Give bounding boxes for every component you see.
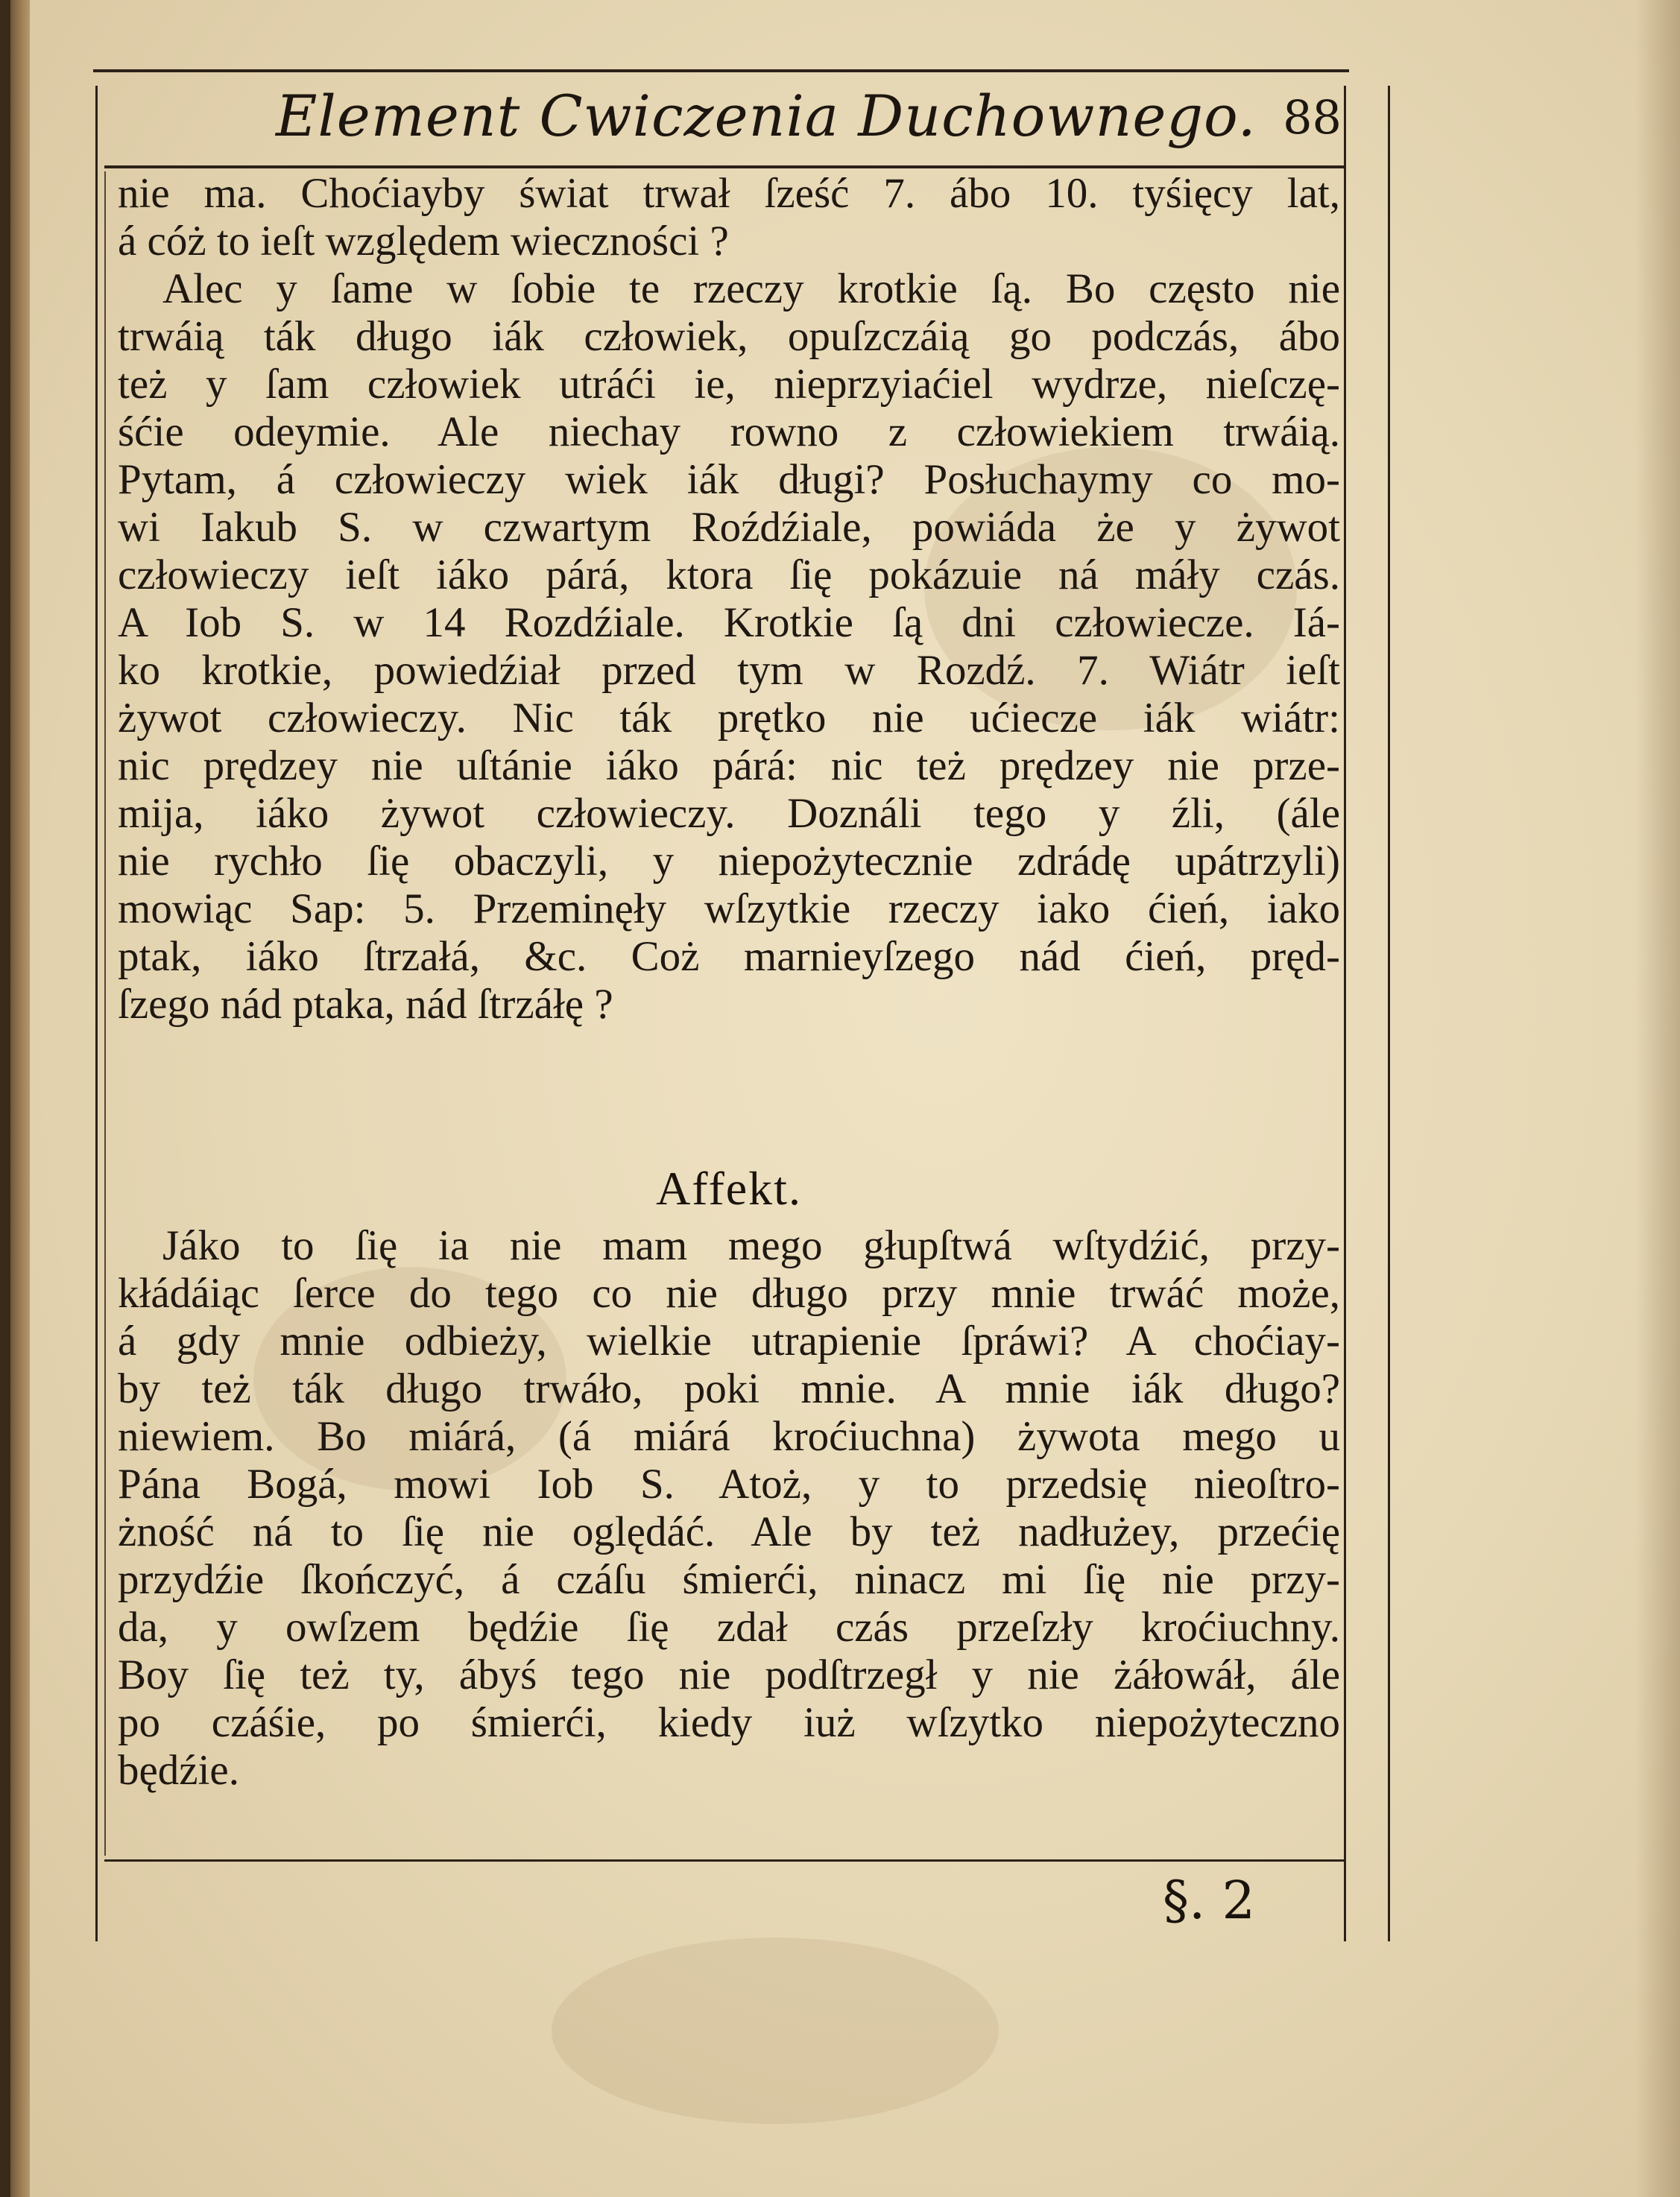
paper-stain <box>552 1938 999 2124</box>
text-line: Alec y ſame w ſobie te rzeczy krotkie ſą. Bo często nie <box>162 265 1340 312</box>
header-rule <box>104 165 1345 168</box>
text-line: by też ták długo trwáło, poki mnie. A mnie iák długo? <box>118 1365 1340 1412</box>
text-line: wi Iakub S. w czwartym Roźdźiale, powiáda że y żywot <box>118 504 1340 551</box>
text-line: nie ma. Choćiayby świat trwał ſześć 7. ábo 10. tyśięcy lat, <box>118 170 1340 217</box>
text-line: też y ſam człowiek utráći ie, nieprzyiaćiel wydrze, nieſczę- <box>118 361 1340 408</box>
running-header-title: Element Cwiczenia Duchownego. <box>276 83 1257 149</box>
frame-right-rule <box>1344 86 1346 1941</box>
binding-edge <box>0 0 10 2197</box>
text-line: Pytam, á człowieczy wiek iák długi? Posłuchaymy co mo- <box>118 456 1340 503</box>
text-line: nic prędzey nie uſtánie iáko párá: nic też prędzey nie prze- <box>118 742 1340 789</box>
text-line: ko krotkie, powiedźiał przed tym w Rozdź. 7. Wiátr ieſt <box>118 647 1340 694</box>
text-line: będźie. <box>118 1747 239 1794</box>
text-line: żywot człowieczy. Nic ták prętko nie ućiecze iák wiátr: <box>118 695 1340 742</box>
text-line: niewiem. Bo miárá, (á miárá krоćiuchna) żywota mego u <box>118 1413 1340 1460</box>
text-line: á cóż to ieſt względem wieczności ? <box>118 218 729 265</box>
section-heading: Affekt. <box>656 1162 802 1215</box>
text-line: kłádáiąc ſerce do tego co nie długo przy mnie trwáć może, <box>118 1270 1340 1317</box>
text-line: żność ná to ſię nie oględáć. Ale by też nadłużey, przećię <box>118 1508 1340 1555</box>
text-line: nie rychło ſię obaczyli, y niepożytecznie zdrádę upátrzyli) <box>118 838 1340 885</box>
text-line: ptak, iáko ſtrzałá, &c. Coż marnieyſzego nád ćień, pręd- <box>118 933 1340 980</box>
frame-left-rule <box>95 86 98 1941</box>
text-line: śćie odeymie. Ale niechay rowno z człowiekiem trwáią. <box>118 408 1340 455</box>
frame-top-rule <box>93 69 1349 72</box>
text-line: przydźie ſkończyć, á czáſu śmierći, ninacz mi ſię nie przy- <box>118 1556 1340 1603</box>
frame-outer-right-rule <box>1388 86 1390 1941</box>
page-edge-shadow <box>1635 0 1680 2197</box>
text-line: po czáśie, po śmierći, kiedy iuż wſzytko niepożyteczno <box>118 1699 1340 1746</box>
page-number: 88 <box>1283 90 1342 145</box>
frame-inner-left-rule <box>104 171 106 1856</box>
text-line: Jáko to ſię ia nie mam mego głupſtwá wſtydźić, przy- <box>162 1222 1340 1269</box>
text-line: Boy ſię też ty, ábyś tego nie podſtrzegł y nie żáłowáł, ále <box>118 1651 1340 1698</box>
text-line: A Iob S. w 14 Rozdźiale. Krotkie ſą dni człowiecze. Iá- <box>118 599 1340 646</box>
paragraph-2 <box>118 1222 1340 1795</box>
text-line: Pána Bogá, mowi Iob S. Atoż, y to przedsię nieoſtro- <box>118 1461 1340 1508</box>
text-line: mowiąc Sap: 5. Przeminęły wſzytkie rzeczy iako ćień, iako <box>118 885 1340 932</box>
text-line: á gdy mnie odbieży, wielkie utrapienie ſpráwi? A choćiay- <box>118 1318 1340 1365</box>
text-line: da, y owſzem będźie ſię zdał czás przeſzły krоćiuchny. <box>118 1604 1340 1651</box>
text-line: mija, iáko żywot człowieczy. Doználi tego y źli, (ále <box>118 790 1340 837</box>
catchword: §. 2 <box>1163 1870 1256 1931</box>
text-line: ſzego nád ptaka, nád ſtrzáłę ? <box>118 981 613 1028</box>
text-line: trwáią ták długo iák człowiek, opuſzczáią go podczás, ábo <box>118 313 1340 360</box>
bottom-rule <box>104 1859 1345 1862</box>
paragraph-1 <box>118 170 1340 1028</box>
text-line: człowieczy ieſt iáko párá, ktora ſię pokázuie ná máły czás. <box>118 551 1340 598</box>
